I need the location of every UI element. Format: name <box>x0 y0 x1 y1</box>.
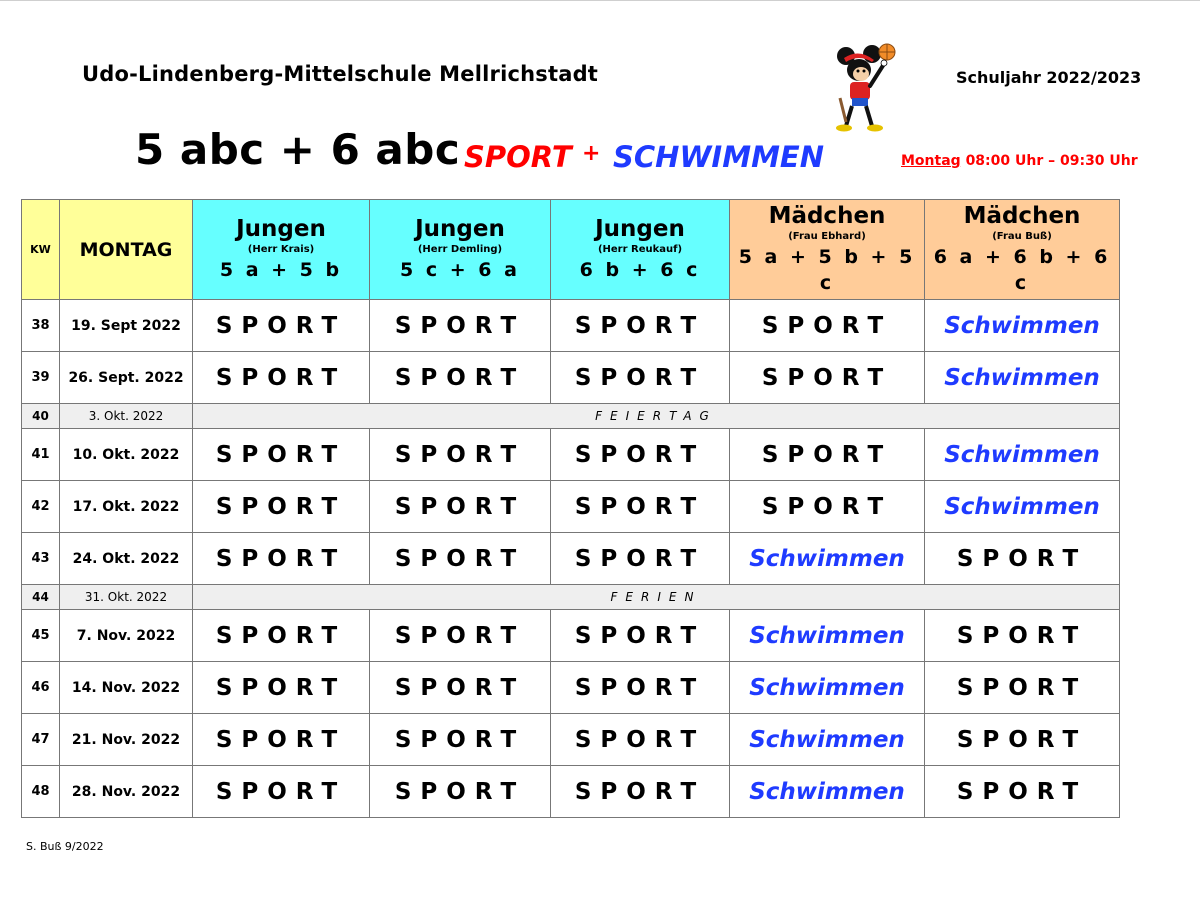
sport-cell: SPORT <box>925 533 1120 585</box>
date-cell: 24. Okt. 2022 <box>60 533 193 585</box>
sport-cell: SPORT <box>925 662 1120 714</box>
sport-cell: SPORT <box>551 610 730 662</box>
table-row <box>22 610 1120 662</box>
sport-cell: SPORT <box>551 533 730 585</box>
date-cell: 3. Okt. 2022 <box>60 404 193 429</box>
lesson-day: Montag <box>901 153 961 169</box>
group-header <box>925 200 1120 300</box>
swimming-cell: Schwimmen <box>925 481 1120 533</box>
week-number: 38 <box>22 300 60 352</box>
week-number: 42 <box>22 481 60 533</box>
week-number: 39 <box>22 352 60 404</box>
group-teacher: (Herr Krais) <box>247 244 315 255</box>
sport-cell: SPORT <box>551 352 730 404</box>
lesson-time <box>901 153 1138 169</box>
sport-cell: SPORT <box>193 533 370 585</box>
day-header: MONTAG <box>60 200 193 300</box>
week-number: 41 <box>22 429 60 481</box>
sport-cell: SPORT <box>193 714 370 766</box>
week-number: 48 <box>22 766 60 818</box>
sport-cell: SPORT <box>370 300 551 352</box>
sport-cell: SPORT <box>370 714 551 766</box>
group-classes: 6 b + 6 c <box>579 259 701 281</box>
plus-sign: + <box>582 141 601 166</box>
school-name: Udo-Lindenberg-Mittelschule Mellrichstadt <box>82 62 599 86</box>
week-number: 44 <box>22 585 60 610</box>
schedule-body <box>22 300 1120 818</box>
table-row <box>22 300 1120 352</box>
sport-cell: SPORT <box>730 429 925 481</box>
group-name: Jungen <box>236 216 326 242</box>
date-cell: 19. Sept 2022 <box>60 300 193 352</box>
sport-cell: SPORT <box>193 610 370 662</box>
sport-cell: SPORT <box>551 429 730 481</box>
group-header <box>370 200 551 300</box>
week-number: 40 <box>22 404 60 429</box>
group-header <box>193 200 370 300</box>
group-classes: 5 a + 5 b <box>219 259 343 281</box>
group-classes: 5 c + 6 a <box>400 259 520 281</box>
date-cell: 10. Okt. 2022 <box>60 429 193 481</box>
table-row <box>22 481 1120 533</box>
swimming-cell: Schwimmen <box>925 352 1120 404</box>
table-row <box>22 714 1120 766</box>
swimming-cell: Schwimmen <box>925 429 1120 481</box>
sport-cell: SPORT <box>370 481 551 533</box>
mickey-mouse-basketball-icon <box>832 42 902 132</box>
date-cell: 21. Nov. 2022 <box>60 714 193 766</box>
header-row <box>22 200 1120 300</box>
group-name: Mädchen <box>768 203 886 229</box>
sport-cell: SPORT <box>193 766 370 818</box>
sport-cell: SPORT <box>370 352 551 404</box>
sport-cell: SPORT <box>193 300 370 352</box>
group-teacher: (Frau Ebhard) <box>788 231 866 242</box>
swimming-cell: Schwimmen <box>730 766 925 818</box>
swimming-cell: Schwimmen <box>730 533 925 585</box>
group-header <box>551 200 730 300</box>
table-row <box>22 429 1120 481</box>
sport-cell: SPORT <box>193 662 370 714</box>
date-cell: 31. Okt. 2022 <box>60 585 193 610</box>
sport-cell: SPORT <box>193 429 370 481</box>
sport-cell: SPORT <box>370 533 551 585</box>
sport-cell: SPORT <box>193 352 370 404</box>
sport-cell: SPORT <box>551 714 730 766</box>
lesson-time-range: 08:00 Uhr – 09:30 Uhr <box>965 153 1138 169</box>
sport-cell: SPORT <box>551 300 730 352</box>
group-classes: 5 a + 5 b + 5 c <box>738 246 916 294</box>
sport-cell: SPORT <box>551 766 730 818</box>
week-number: 43 <box>22 533 60 585</box>
sport-cell: SPORT <box>730 481 925 533</box>
sport-cell: SPORT <box>551 481 730 533</box>
group-name: Mädchen <box>963 203 1081 229</box>
date-cell: 28. Nov. 2022 <box>60 766 193 818</box>
swimming-cell: Schwimmen <box>730 662 925 714</box>
week-number: 45 <box>22 610 60 662</box>
sport-cell: SPORT <box>370 429 551 481</box>
week-number: 47 <box>22 714 60 766</box>
sport-cell: SPORT <box>730 352 925 404</box>
group-name: Jungen <box>595 216 685 242</box>
sport-cell: SPORT <box>370 610 551 662</box>
date-cell: 17. Okt. 2022 <box>60 481 193 533</box>
group-teacher: (Frau Buß) <box>992 231 1052 242</box>
sport-cell: SPORT <box>925 714 1120 766</box>
sport-cell: SPORT <box>370 662 551 714</box>
sport-cell: SPORT <box>925 610 1120 662</box>
table-row <box>22 533 1120 585</box>
date-cell: 7. Nov. 2022 <box>60 610 193 662</box>
swimming-cell: Schwimmen <box>730 610 925 662</box>
schedule-table <box>21 199 1120 818</box>
week-number: 46 <box>22 662 60 714</box>
footer-note: S. Buß 9/2022 <box>26 840 104 853</box>
date-cell: 14. Nov. 2022 <box>60 662 193 714</box>
sport-cell: SPORT <box>925 766 1120 818</box>
sport-title: SPORT <box>464 140 572 174</box>
special-day-row <box>22 585 1120 610</box>
swimming-cell: Schwimmen <box>925 300 1120 352</box>
sport-cell: SPORT <box>370 766 551 818</box>
special-day-note: FEIERTAG <box>193 404 1120 429</box>
sport-cell: SPORT <box>551 662 730 714</box>
group-teacher: (Herr Reukauf) <box>597 244 683 255</box>
table-row <box>22 662 1120 714</box>
sport-cell: SPORT <box>193 481 370 533</box>
table-row <box>22 352 1120 404</box>
class-title: 5 abc + 6 abc <box>135 125 461 174</box>
special-day-row <box>22 404 1120 429</box>
date-cell: 26. Sept. 2022 <box>60 352 193 404</box>
special-day-note: FERIEN <box>193 585 1120 610</box>
table-row <box>22 766 1120 818</box>
school-year: Schuljahr 2022/2023 <box>956 68 1142 87</box>
sport-cell: SPORT <box>730 300 925 352</box>
swim-title: SCHWIMMEN <box>613 140 825 174</box>
kw-header: KW <box>22 200 60 300</box>
group-name: Jungen <box>415 216 505 242</box>
swimming-cell: Schwimmen <box>730 714 925 766</box>
group-teacher: (Herr Demling) <box>417 244 503 255</box>
group-classes: 6 a + 6 b + 6 c <box>933 246 1111 294</box>
group-header <box>730 200 925 300</box>
top-border-line <box>0 0 1200 1</box>
